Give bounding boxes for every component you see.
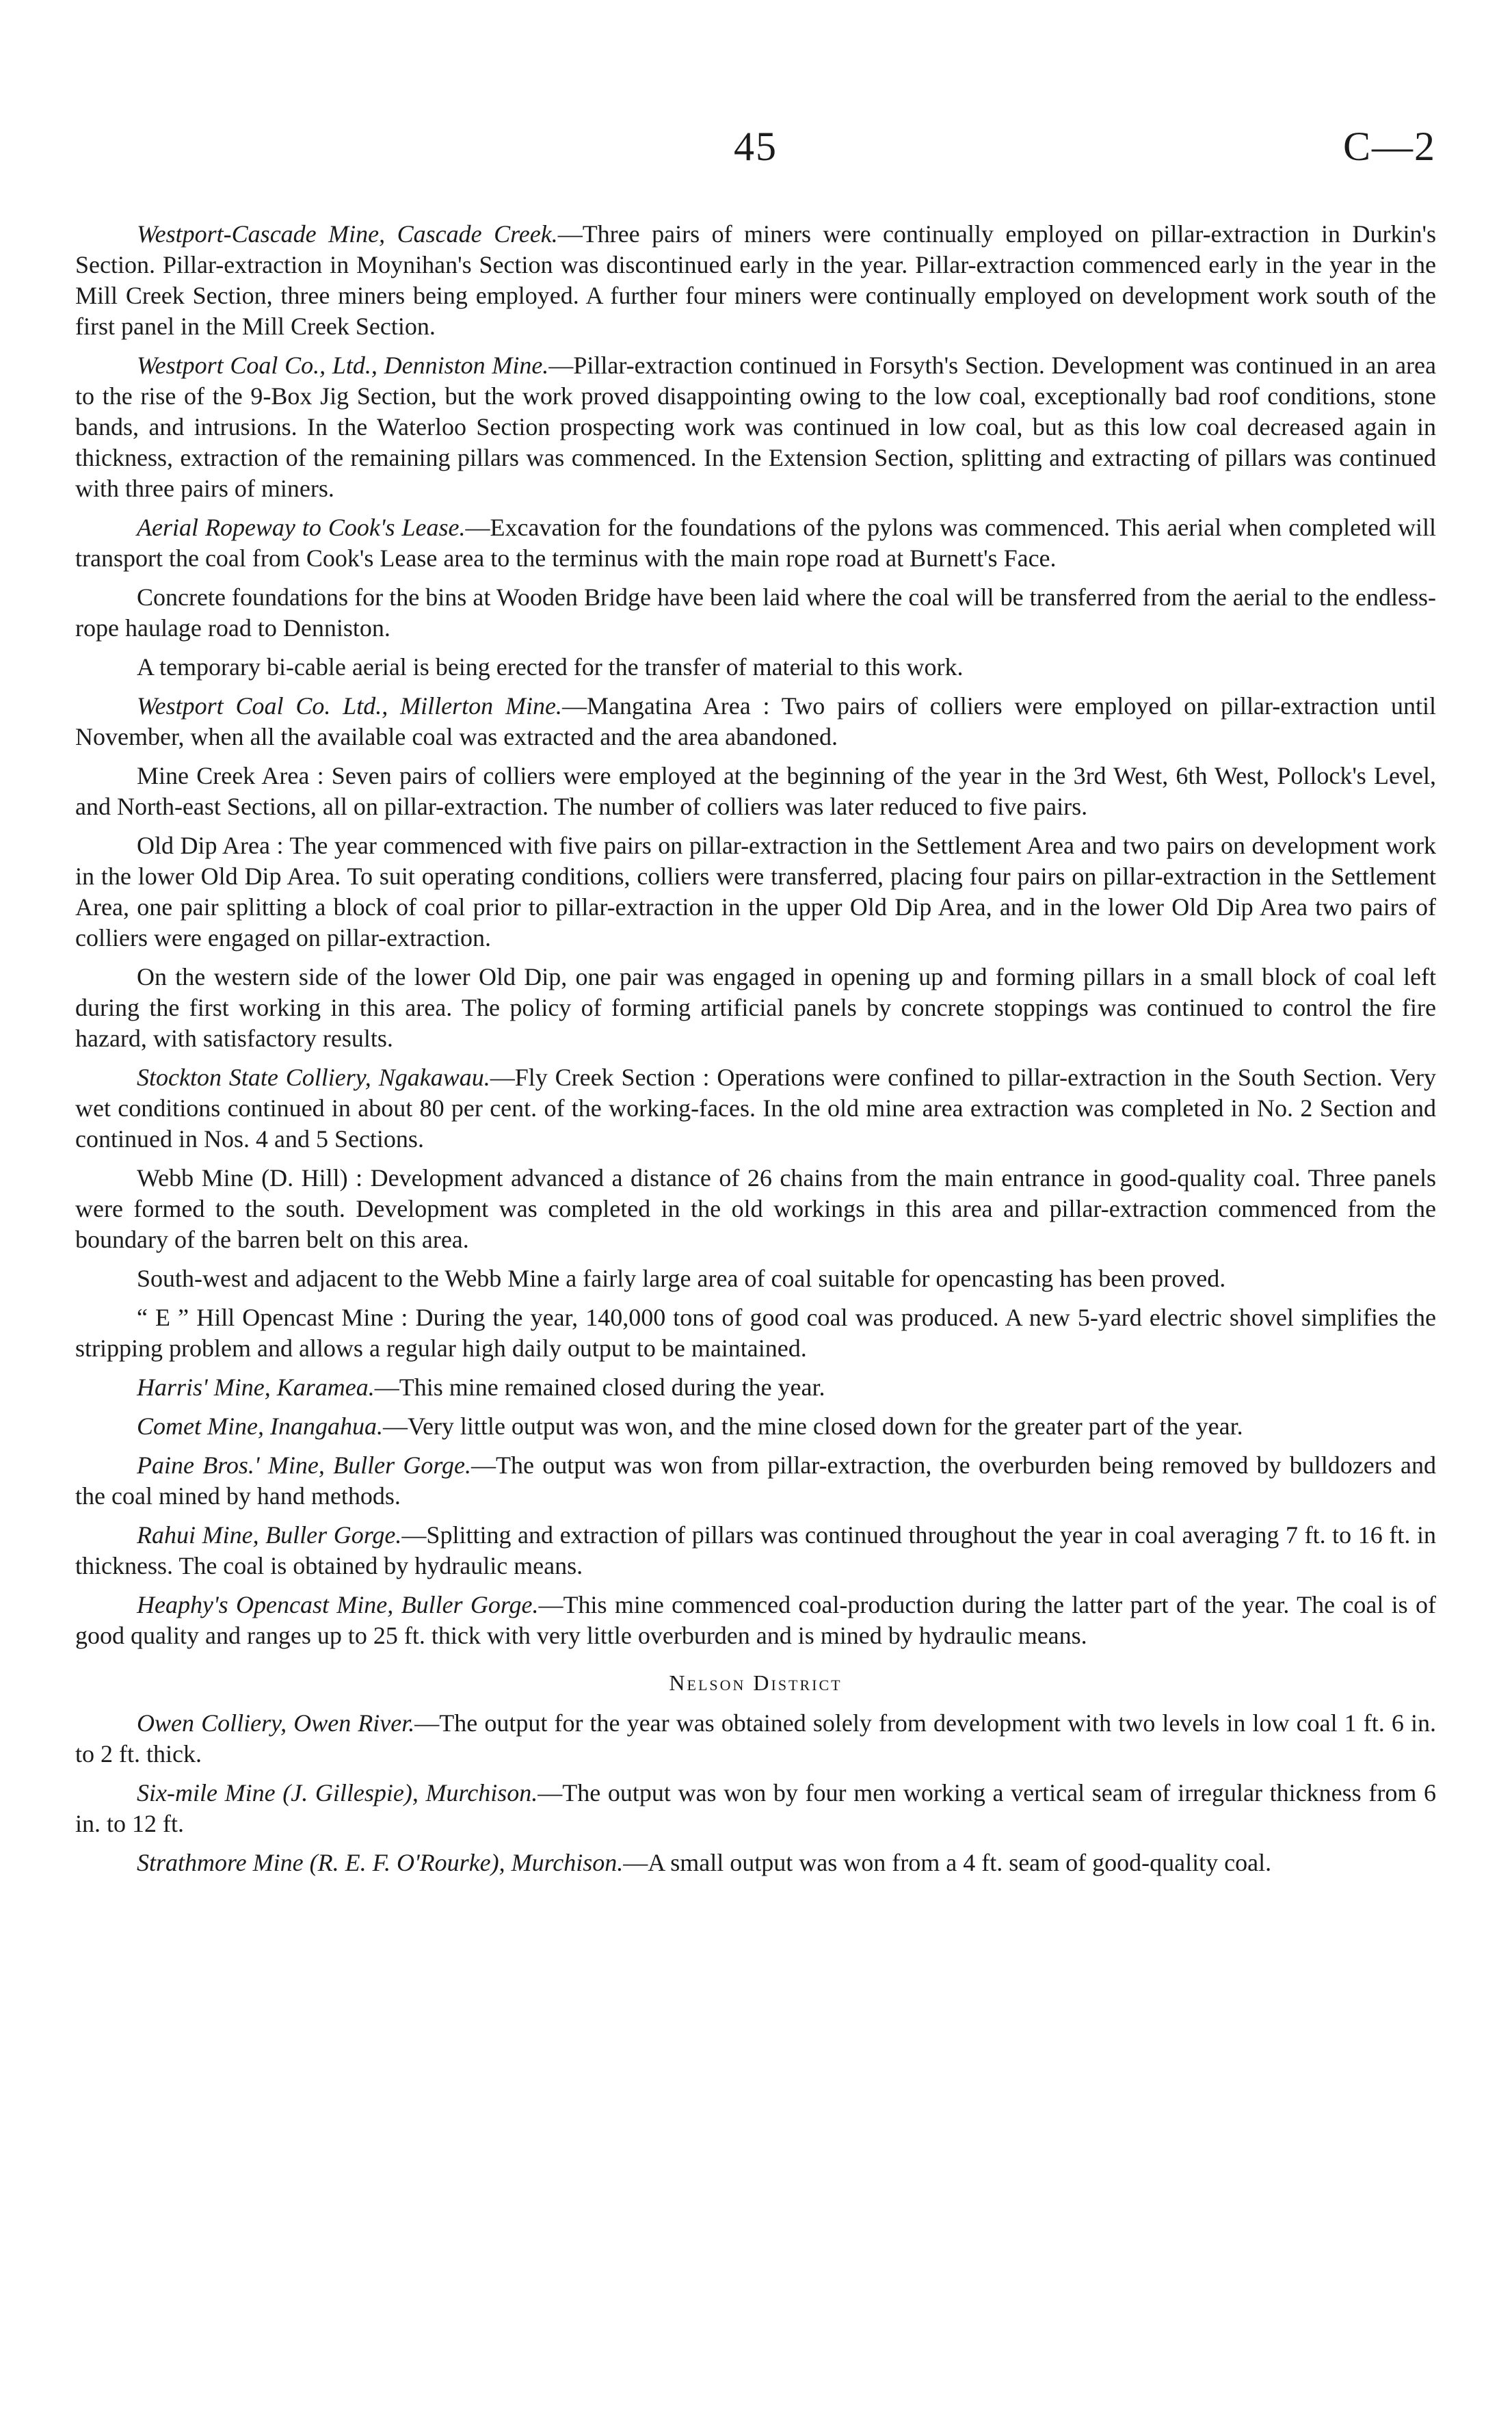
mine-name-lead: Westport Coal Co. Ltd., Millerton Mine. (137, 692, 562, 720)
west-coast-mine-reports (75, 219, 1436, 1651)
report-paragraph (75, 1708, 1436, 1770)
report-paragraph (75, 512, 1436, 574)
report-paragraph (75, 582, 1436, 644)
mine-name-lead: Westport Coal Co., Ltd., Denniston Mine. (137, 352, 549, 379)
mine-name-lead: Aerial Ropeway to Cook's Lease. (137, 514, 466, 541)
mine-name-lead: Six-mile Mine (J. Gillespie), Murchison. (137, 1779, 538, 1806)
report-paragraph (75, 1263, 1436, 1294)
paragraph-text: —The output was won by four men working a vertical seam of irregular thickness from 6 in. to 12 ft. (75, 1779, 1436, 1837)
paragraph-text: —Fly Creek Section : Operations were confined to pillar-extraction in the South Section. Very wet conditions continued in about 80 per cent. of the working-faces. In the old mine area extraction was completed in No. 2 Section and continued in Nos. 4 and 5 Sections. (75, 1064, 1436, 1153)
mine-name-lead: Comet Mine, Inangahua. (137, 1412, 383, 1440)
report-paragraph (75, 1411, 1436, 1442)
mine-name-lead: Rahui Mine, Buller Gorge. (137, 1521, 402, 1549)
report-paragraph (75, 1163, 1436, 1255)
report-paragraph (75, 761, 1436, 822)
report-paragraph (75, 1062, 1436, 1155)
document-body (75, 219, 1436, 1887)
mine-name-lead: Harris' Mine, Karamea. (137, 1374, 375, 1401)
paragraph-text: —Very little output was won, and the mine closed down for the greater part of the year. (382, 1412, 1243, 1440)
report-paragraph (75, 652, 1436, 683)
report-paragraph (75, 1848, 1436, 1878)
paragraph-text: —A small output was won from a 4 ft. seam of good-quality coal. (623, 1849, 1272, 1876)
paragraph-text: —Mangatina Area : Two pairs of colliers were employed on pillar-extraction until November, when all the available coal was extracted and the area abandoned. (75, 692, 1437, 750)
nelson-district-mine-reports (75, 1708, 1436, 1878)
paragraph-text: South-west and adjacent to the Webb Mine a fairly large area of coal suitable for opencasting has been proved. (137, 1265, 1226, 1292)
paragraph-text: Webb Mine (D. Hill) : Development advanced a distance of 26 chains from the main entrance in good-quality coal. Three panels were formed to the south. Development was completed in the old workings in this area and pillar-extraction commenced from the boundary of the barren belt on this area. (75, 1164, 1436, 1253)
paragraph-text: —This mine remained closed during the year. (374, 1374, 825, 1401)
district-heading: Nelson District (669, 1670, 843, 1695)
report-paragraph (75, 1372, 1436, 1403)
paragraph-text: A temporary bi-cable aerial is being erected for the transfer of material to this work. (137, 653, 964, 681)
paragraph-text: —The output for the year was obtained solely from development with two levels in low coal 1 ft. 6 in. to 2 ft. thick. (75, 1709, 1436, 1767)
paragraph-text: —This mine commenced coal-production during the latter part of the year. The coal is of good quality and ranges up to 25 ft. thick with very little overburden and is mined by hydraulic means. (75, 1591, 1436, 1649)
report-paragraph (75, 219, 1436, 342)
report-paragraph (75, 830, 1436, 954)
report-paragraph (75, 1450, 1436, 1512)
mine-name-lead: Westport-Cascade Mine, Cascade Creek. (137, 220, 558, 248)
paragraph-text: —Pillar-extraction continued in Forsyth's Section. Development was continued in an area to the rise of the 9-Box Jig Section, but the work proved disappointing owing to the low coal, exceptionally bad roof conditions, stone bands, and intrusions. In the Waterloo Section prospecting work was continued in low coal, but as this low coal decreased again in thickness, extraction of the remaining pillars was commenced. In the Extension Section, splitting and extracting of pillars was continued with three pairs of miners. (75, 352, 1436, 502)
report-paragraph (75, 1590, 1436, 1651)
page-header (75, 123, 1436, 185)
mine-name-lead: Paine Bros.' Mine, Buller Gorge. (137, 1451, 471, 1479)
paragraph-text: On the western side of the lower Old Dip, one pair was engaged in opening up and forming pillars in a small block of coal left during the first working in this area. The policy of forming artificial panels by concrete stoppings was continued to control the fire hazard, with satisfactory results. (75, 963, 1436, 1052)
paper-reference: C—2 (1342, 124, 1436, 169)
report-paragraph (75, 350, 1436, 504)
mine-name-lead: Strathmore Mine (R. E. F. O'Rourke), Murchison. (137, 1849, 624, 1876)
paragraph-text: —Splitting and extraction of pillars was continued throughout the year in coal averaging 7 ft. to 16 ft. in thickness. The coal is obtained by hydraulic means. (75, 1521, 1436, 1579)
paragraph-text: “ E ” Hill Opencast Mine : During the year, 140,000 tons of good coal was produced. A new 5-yard electric shovel simplifies the stripping problem and allows a regular high daily output to be maintained. (75, 1304, 1436, 1362)
paragraph-text: Concrete foundations for the bins at Wooden Bridge have been laid where the coal will be transferred from the aerial to the endless-rope haulage road to Denniston. (75, 583, 1436, 642)
paragraph-text: —Three pairs of miners were continually employed on pillar-extraction in Durkin's Section. Pillar-extraction in Moynihan's Section was discontinued early in the year. Pillar-extraction commenced early in the year in the Mill Creek Section, three miners being employed. A further four miners were continually employed on development work south of the first panel in the Mill Creek Section. (75, 220, 1436, 340)
report-paragraph (75, 1520, 1436, 1581)
paragraph-text: —Excavation for the foundations of the pylons was commenced. This aerial when completed will transport the coal from Cook's Lease area to the terminus with the main rope road at Burnett's Face. (75, 514, 1436, 572)
paragraph-text: Mine Creek Area : Seven pairs of colliers were employed at the beginning of the year in the 3rd West, 6th West, Pollock's Level, and North-east Sections, all on pillar-extraction. The number of colliers was later reduced to five pairs. (75, 762, 1436, 820)
report-paragraph (75, 1302, 1436, 1364)
paragraph-text: Old Dip Area : The year commenced with five pairs on pillar-extraction in the Settlement Area and two pairs on development work in the lower Old Dip Area. To suit operating conditions, colliers were transferred, placing four pairs on pillar-extraction in the Settlement Area, one pair splitting a block of coal prior to pillar-extraction in the upper Old Dip Area, and in the lower Old Dip Area two pairs of colliers were engaged on pillar-extraction. (75, 832, 1436, 951)
mine-name-lead: Owen Colliery, Owen River. (137, 1709, 415, 1737)
mine-name-lead: Stockton State Colliery, Ngakawau. (137, 1064, 490, 1091)
report-paragraph (75, 1778, 1436, 1839)
mine-name-lead: Heaphy's Opencast Mine, Buller Gorge. (137, 1591, 539, 1618)
report-paragraph (75, 691, 1436, 752)
report-paragraph (75, 962, 1436, 1054)
paragraph-text: —The output was won from pillar-extraction, the overburden being removed by bulldozers and the coal mined by hand methods. (75, 1451, 1436, 1510)
page-number: 45 (734, 124, 778, 169)
